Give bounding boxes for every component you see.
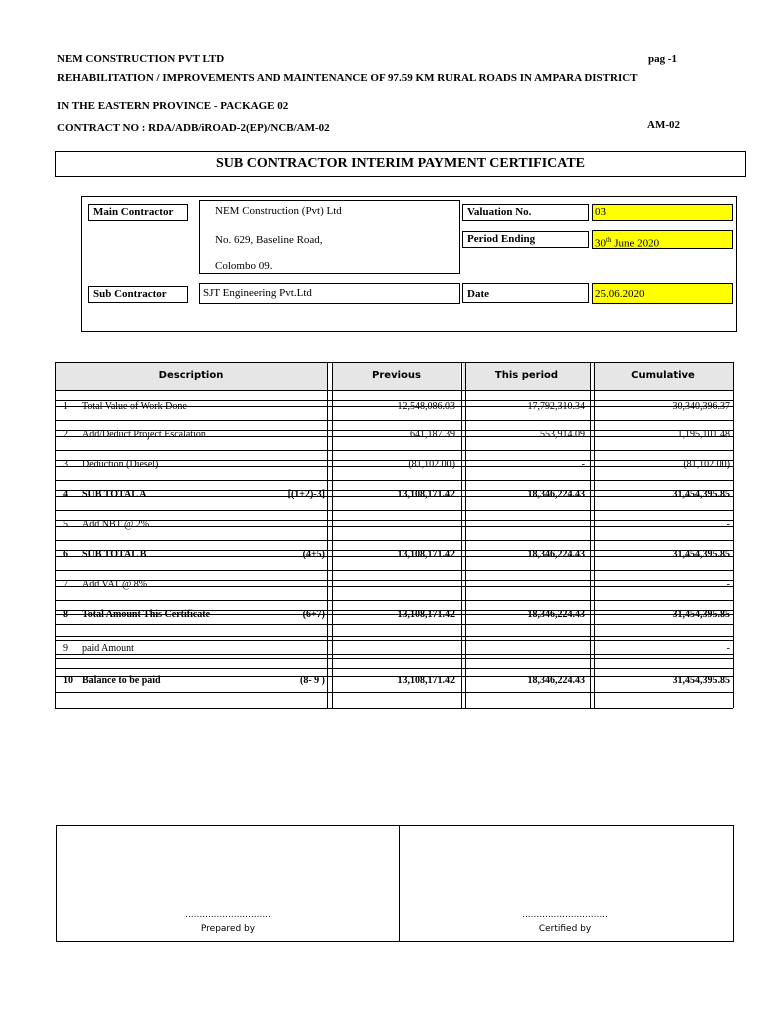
- table-rule: [55, 570, 733, 571]
- table-rule: [55, 540, 733, 541]
- row-cumulative: 31,454,395.85: [672, 549, 730, 560]
- main-contractor-address-2: Colombo 09.: [215, 260, 273, 272]
- row-number: 10: [63, 675, 73, 686]
- row-cumulative: -: [726, 643, 730, 654]
- table-rule: [55, 692, 733, 693]
- main-contractor-name: NEM Construction (Pvt) Ltd: [215, 205, 342, 217]
- contract-number: CONTRACT NO : RDA/ADB/iROAD-2(EP)/NCB/AM-02: [57, 122, 330, 134]
- valuation-value: 03: [592, 204, 733, 221]
- row-description: Add NBT @ 2%: [82, 519, 150, 530]
- certified-by-label: Certified by: [538, 924, 592, 934]
- row-description: Add/Deduct Project Escalation: [82, 429, 206, 440]
- row-number: 2: [63, 429, 68, 440]
- prepared-by-dots: ..............................: [185, 910, 271, 920]
- table-column-rule: [465, 362, 466, 708]
- project-title-line1: REHABILITATION / IMPROVEMENTS AND MAINTENANCE OF 97.59 KM RURAL ROADS IN AMPARA DISTRICT: [57, 72, 638, 84]
- row-cumulative: 31,454,395.85: [672, 675, 730, 686]
- period-ending-value: 30th June 2020: [592, 230, 733, 249]
- row-number: 4: [63, 489, 68, 500]
- row-previous: (81,102.00): [408, 459, 455, 470]
- table-column-rule: [332, 362, 333, 708]
- table-column-rule: [594, 362, 595, 708]
- table-rule: [55, 658, 733, 659]
- row-this-period: 18,346,224.43: [527, 489, 585, 500]
- table-rule: [55, 636, 733, 637]
- row-this-period: 18,346,224.43: [527, 609, 585, 620]
- row-cumulative: (81,102.00): [683, 459, 730, 470]
- row-cumulative: 31,454,395.85: [672, 489, 730, 500]
- prepared-by-label: Prepared by: [200, 924, 256, 934]
- certified-by-dots: ..............................: [522, 910, 608, 920]
- row-number: 9: [63, 643, 68, 654]
- row-cumulative: 31,454,395.85: [672, 609, 730, 620]
- header-cumulative: Cumulative: [593, 362, 733, 390]
- row-cumulative: -: [726, 579, 730, 590]
- row-description: SUB TOTAL B: [82, 549, 147, 560]
- row-cumulative: 1,195,101.48: [677, 429, 730, 440]
- row-this-period: 553,914.09: [540, 429, 585, 440]
- certificate-title: SUB CONTRACTOR INTERIM PAYMENT CERTIFICATE: [55, 151, 746, 177]
- table-rule: [55, 420, 733, 421]
- row-cumulative: 30,340,396.37: [672, 401, 730, 412]
- table-column-rule: [55, 362, 56, 708]
- row-formula: [(1+2)-3]: [287, 489, 325, 500]
- row-description: Balance to be paid: [82, 675, 161, 686]
- row-description: SUB TOTAL A: [82, 489, 147, 500]
- table-rule: [55, 708, 733, 709]
- period-ending-label: Period Ending: [462, 231, 589, 248]
- date-value: 25.06.2020: [592, 283, 733, 304]
- row-number: 1: [63, 401, 68, 412]
- row-number: 7: [63, 579, 68, 590]
- payment-table: [55, 362, 733, 708]
- main-contractor-address-1: No. 629, Baseline Road,: [215, 234, 323, 246]
- row-this-period: 17,792,310.34: [527, 401, 585, 412]
- row-description: paid Amount: [82, 643, 134, 654]
- table-column-rule: [733, 362, 734, 708]
- header-previous: Previous: [333, 362, 460, 390]
- row-description: Total Amount This Certificate: [82, 609, 211, 620]
- row-previous: 12,548,086.03: [397, 401, 455, 412]
- table-rule: [55, 600, 733, 601]
- table-rule: [55, 362, 733, 363]
- valuation-label: Valuation No.: [462, 204, 589, 221]
- page-number: pag -1: [648, 53, 678, 65]
- row-cumulative: -: [726, 519, 730, 530]
- table-column-rule: [327, 362, 328, 708]
- table-rule: [55, 390, 733, 391]
- table-rule: [55, 668, 733, 669]
- row-formula: (4+5): [302, 549, 325, 560]
- table-rule: [55, 450, 733, 451]
- row-formula: (6+7): [302, 609, 325, 620]
- sub-contractor-name: SJT Engineering Pvt.Ltd: [199, 283, 460, 304]
- main-contractor-label: Main Contractor: [88, 204, 188, 221]
- row-formula: (8- 9 ): [300, 675, 325, 686]
- header-this-period: This period: [463, 362, 590, 390]
- date-label: Date: [462, 283, 589, 303]
- table-rule: [55, 640, 733, 641]
- row-number: 5: [63, 519, 68, 530]
- table-column-rule: [590, 362, 591, 708]
- row-description: Add VAT @ 8%: [82, 579, 148, 590]
- row-previous: 13,108,171.42: [397, 489, 455, 500]
- row-previous: 641,187.39: [410, 429, 455, 440]
- row-previous: 13,108,171.42: [397, 609, 455, 620]
- table-rule: [55, 624, 733, 625]
- row-description: Deduction (Diesel): [82, 459, 159, 470]
- row-this-period: 18,346,224.43: [527, 675, 585, 686]
- table-column-rule: [461, 362, 462, 708]
- row-previous: 13,108,171.42: [397, 675, 455, 686]
- row-description: Total Value of Work Done: [82, 401, 187, 412]
- row-number: 6: [63, 549, 68, 560]
- sub-contractor-label: Sub Contractor: [88, 286, 188, 303]
- row-this-period: -: [581, 459, 585, 470]
- row-this-period: 18,346,224.43: [527, 549, 585, 560]
- table-rule: [55, 510, 733, 511]
- table-rule: [55, 480, 733, 481]
- project-title-line2: IN THE EASTERN PROVINCE - PACKAGE 02: [57, 100, 289, 112]
- header-description: Description: [55, 362, 327, 390]
- company-name: NEM CONSTRUCTION PVT LTD: [57, 53, 225, 65]
- row-previous: 13,108,171.42: [397, 549, 455, 560]
- row-number: 8: [63, 609, 68, 620]
- row-number: 3: [63, 459, 68, 470]
- contract-code: AM-02: [647, 119, 680, 131]
